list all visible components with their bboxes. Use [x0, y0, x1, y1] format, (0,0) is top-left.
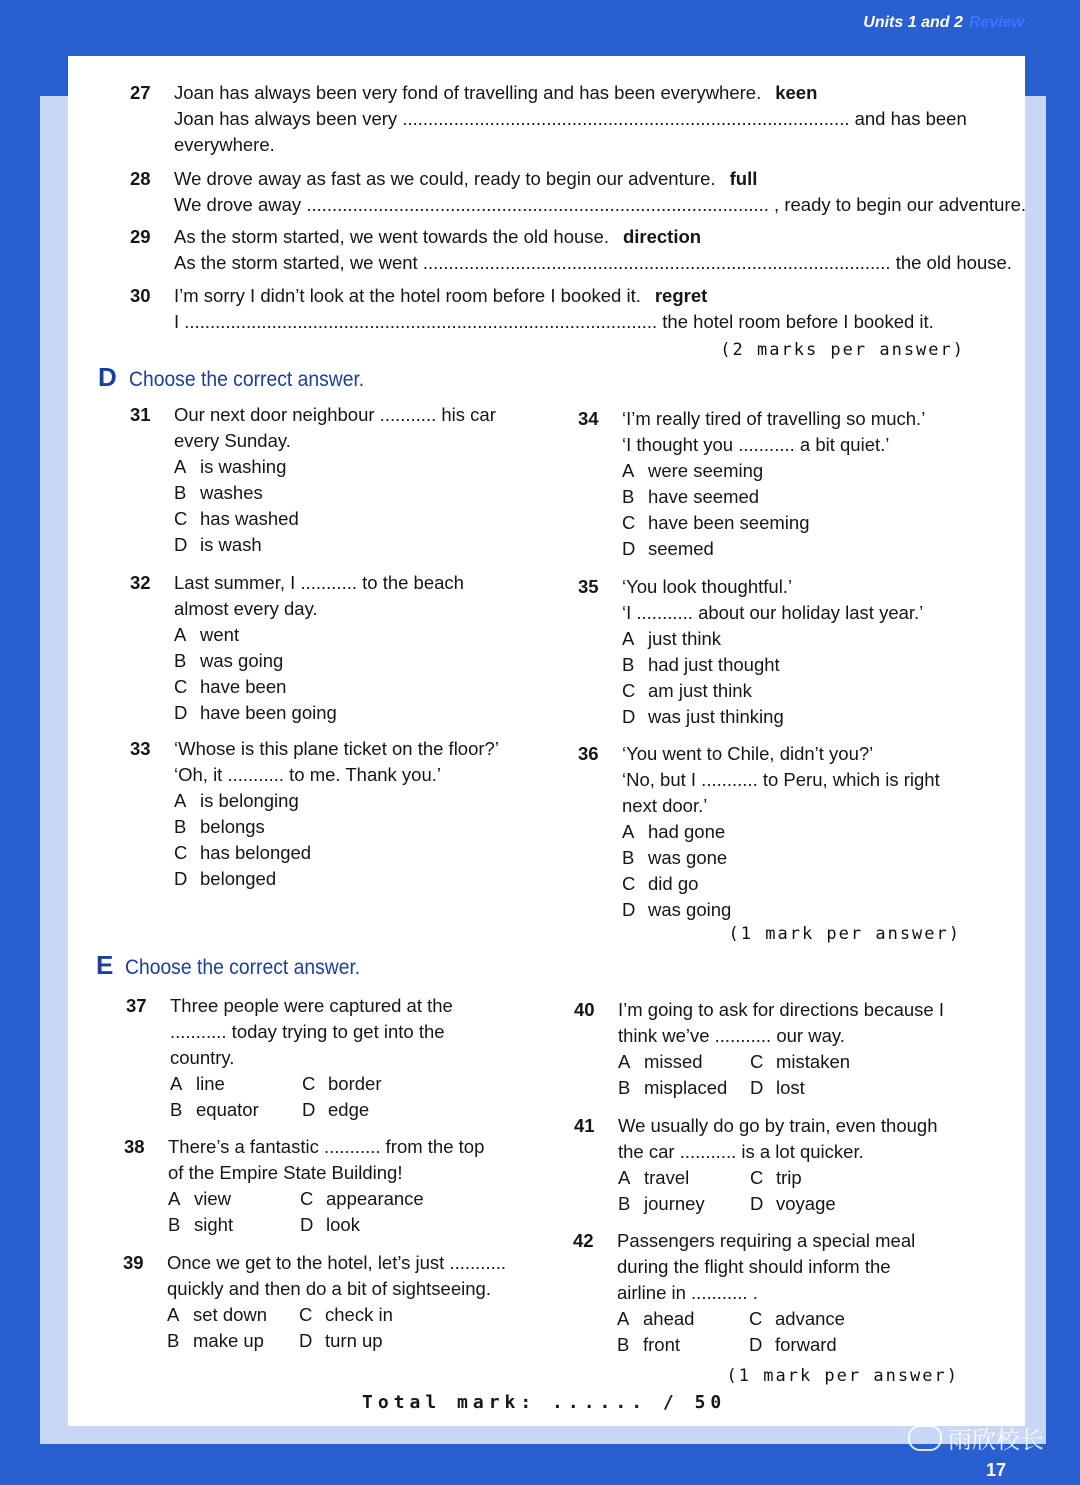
- question-text: the car ........... is a lot quicker.: [618, 1141, 864, 1162]
- option-d[interactable]: D lost: [750, 1077, 805, 1098]
- question-text: next door.’: [622, 795, 708, 816]
- option-d[interactable]: D forward: [749, 1334, 837, 1355]
- answer-blank[interactable]: ...........................................................................................: [422, 252, 891, 273]
- option-b[interactable]: B belongs: [174, 816, 265, 837]
- question-number: 28: [130, 168, 151, 189]
- option-b[interactable]: B equator: [170, 1099, 259, 1120]
- option-d[interactable]: D edge: [302, 1099, 370, 1120]
- original-sentence: As the storm started, we went towards the old house.: [174, 226, 609, 247]
- marks-note-c: (2 marks per answer): [720, 340, 965, 360]
- prompt-start: As the storm started, we went: [174, 252, 418, 273]
- question-number: 37: [126, 995, 147, 1016]
- option-c[interactable]: C did go: [622, 873, 699, 894]
- keyword: keen: [775, 82, 818, 103]
- question-number: 40: [574, 999, 595, 1020]
- keyword: regret: [654, 285, 708, 306]
- option-b[interactable]: B washes: [174, 482, 263, 503]
- option-b[interactable]: B was going: [174, 650, 284, 671]
- prompt-continuation: everywhere.: [174, 134, 275, 155]
- question-number: 29: [130, 226, 151, 247]
- watermark-text: 雨欣校长: [948, 1427, 1044, 1454]
- question-number: 31: [130, 404, 151, 425]
- option-d[interactable]: D look: [300, 1214, 360, 1235]
- option-c[interactable]: C has belonged: [174, 842, 312, 863]
- prompt-start: We drove away: [174, 194, 302, 215]
- option-d[interactable]: D belonged: [174, 868, 277, 889]
- question-number: 41: [574, 1115, 595, 1136]
- original-sentence: We drove away as fast as we could, ready to begin our adventure.: [174, 168, 716, 189]
- question-number: 33: [130, 738, 151, 759]
- page-number: 17: [985, 1460, 1006, 1480]
- question-text: ‘Oh, it ........... to me. Thank you.’: [174, 764, 441, 785]
- review-label: Review: [968, 14, 1024, 31]
- option-a[interactable]: A travel: [618, 1167, 690, 1188]
- question-text: Last summer, I ........... to the beach: [174, 572, 464, 593]
- question-text: There’s a fantastic ........... from the top: [168, 1136, 485, 1157]
- section-title: Choose the correct answer.: [128, 368, 364, 391]
- option-c[interactable]: C check in: [299, 1304, 393, 1325]
- marks-note-d: (1 mark per answer): [728, 924, 961, 944]
- question-number: 27: [130, 82, 151, 103]
- question-text: almost every day.: [174, 598, 318, 619]
- watermark: [908, 1420, 1044, 1455]
- question-text: quickly and then do a bit of sightseeing.: [167, 1278, 491, 1299]
- option-c[interactable]: C have been: [174, 676, 287, 697]
- question-text: ‘Whose is this plane ticket on the floor?’: [174, 738, 499, 759]
- option-a[interactable]: A is washing: [174, 456, 287, 477]
- question-text: ‘No, but I ........... to Peru, which is right: [622, 769, 940, 790]
- original-sentence: I’m sorry I didn’t look at the hotel room before I booked it.: [174, 285, 641, 306]
- question-text: every Sunday.: [174, 430, 291, 451]
- question-text: ........... today trying to get into the: [170, 1021, 445, 1042]
- option-a[interactable]: A went: [174, 624, 240, 645]
- option-a[interactable]: A were seeming: [622, 460, 764, 481]
- prompt-end: and has been: [854, 108, 967, 129]
- question-number: 38: [124, 1136, 145, 1157]
- option-d[interactable]: D was going: [622, 899, 732, 920]
- option-c[interactable]: C mistaken: [750, 1051, 851, 1072]
- answer-blank[interactable]: ..........................................................................................: [306, 194, 769, 215]
- option-d[interactable]: D voyage: [750, 1193, 836, 1214]
- question-text: I’m going to ask for directions because I: [618, 999, 944, 1020]
- option-c[interactable]: C border: [302, 1073, 382, 1094]
- section-letter: D: [98, 362, 117, 392]
- option-b[interactable]: B make up: [167, 1330, 264, 1351]
- option-b[interactable]: B misplaced: [618, 1077, 728, 1098]
- total-mark: Total mark: ...... / 50: [362, 1392, 727, 1413]
- keyword: direction: [622, 226, 702, 247]
- option-c[interactable]: C appearance: [300, 1188, 424, 1209]
- question-number: 34: [578, 408, 599, 429]
- prompt-end: the hotel room before I booked it.: [662, 311, 934, 332]
- option-b[interactable]: B had just thought: [622, 654, 780, 675]
- section-letter: E: [96, 950, 114, 980]
- question-number: 32: [130, 572, 151, 593]
- answer-blank[interactable]: .......................................................................................: [402, 108, 850, 129]
- unit-header: [863, 14, 1024, 32]
- question-text: ‘You went to Chile, didn’t you?’: [622, 743, 874, 764]
- question-text: We usually do go by train, even though: [618, 1115, 938, 1136]
- option-d[interactable]: D seemed: [622, 538, 714, 559]
- prompt-start: I: [174, 311, 180, 332]
- option-c[interactable]: C has washed: [174, 508, 299, 529]
- option-b[interactable]: B was gone: [622, 847, 728, 868]
- question-text: ‘I’m really tired of travelling so much.’: [622, 408, 926, 429]
- prompt-start: Joan has always been very: [174, 108, 398, 129]
- worksheet-page: [68, 56, 1025, 1426]
- prompt-end: the old house.: [895, 252, 1012, 273]
- option-c[interactable]: C am just think: [622, 680, 752, 701]
- question-number: 39: [123, 1252, 144, 1273]
- question-text: think we’ve ........... our way.: [618, 1025, 845, 1046]
- option-b[interactable]: B have seemed: [622, 486, 760, 507]
- question-text: Three people were captured at the: [170, 995, 453, 1016]
- section-e-heading: [96, 950, 381, 981]
- section-title: Choose the correct answer.: [125, 956, 361, 979]
- units-label: Units 1 and 2: [863, 14, 963, 31]
- question-text: airline in ........... .: [617, 1282, 758, 1303]
- question-text: Once we get to the hotel, let’s just ...........: [167, 1252, 506, 1273]
- section-d-heading: [98, 362, 384, 393]
- wechat-icon: [908, 1425, 942, 1451]
- option-b[interactable]: B journey: [618, 1193, 705, 1214]
- option-a[interactable]: A set down: [167, 1304, 268, 1325]
- prompt-end: , ready to begin our adventure.: [774, 194, 1027, 215]
- question-text: Our next door neighbour ........... his car: [174, 404, 496, 425]
- question-number: 35: [578, 576, 599, 597]
- question-text: ‘I ........... about our holiday last year.’: [622, 602, 924, 623]
- answer-blank[interactable]: ............................................................................................: [184, 311, 658, 332]
- option-a[interactable]: A just think: [622, 628, 722, 649]
- question-text: country.: [170, 1047, 235, 1068]
- option-a[interactable]: A missed: [618, 1051, 703, 1072]
- question-text: ‘You look thoughtful.’: [622, 576, 793, 597]
- question-text: Passengers requiring a special meal: [617, 1230, 916, 1251]
- option-d[interactable]: D is wash: [174, 534, 262, 555]
- option-b[interactable]: B front: [617, 1334, 681, 1355]
- option-a[interactable]: A ahead: [617, 1308, 695, 1329]
- keyword: full: [729, 168, 758, 189]
- option-a[interactable]: A line: [170, 1073, 225, 1094]
- option-c[interactable]: C advance: [749, 1308, 845, 1329]
- option-a[interactable]: A had gone: [622, 821, 726, 842]
- option-d[interactable]: D have been going: [174, 702, 337, 723]
- option-b[interactable]: B sight: [168, 1214, 234, 1235]
- question-text: during the flight should inform the: [617, 1256, 891, 1277]
- question-text: ‘I thought you ........... a bit quiet.’: [622, 434, 890, 455]
- option-a[interactable]: A is belonging: [174, 790, 299, 811]
- marks-note-e: (1 mark per answer): [726, 1366, 959, 1386]
- question-text: of the Empire State Building!: [168, 1162, 403, 1183]
- option-c[interactable]: C have been seeming: [622, 512, 810, 533]
- question-number: 30: [130, 285, 151, 306]
- question-number: 36: [578, 743, 599, 764]
- original-sentence: Joan has always been very fond of travelling and has been everywhere.: [174, 82, 762, 103]
- option-a[interactable]: A view: [168, 1188, 232, 1209]
- option-c[interactable]: C trip: [750, 1167, 802, 1188]
- option-d[interactable]: D turn up: [299, 1330, 383, 1351]
- question-number: 42: [573, 1230, 594, 1251]
- option-d[interactable]: D was just thinking: [622, 706, 784, 727]
